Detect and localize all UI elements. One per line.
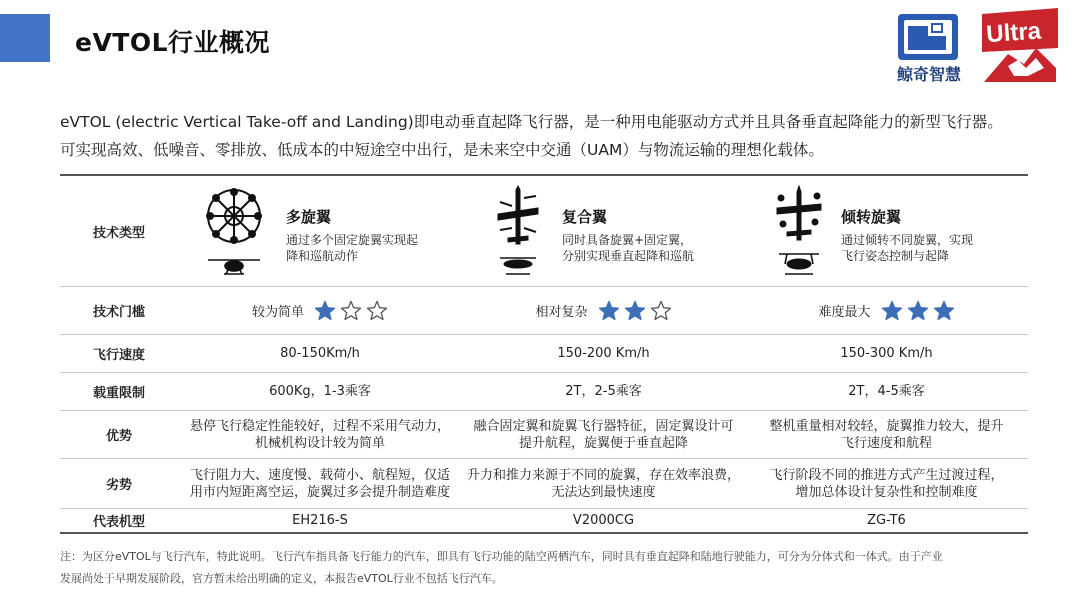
threshold-label: 难度最大 (818, 305, 871, 320)
intro-line-1: eVTOL (electric Vertical Take-off and Landing)即电动垂直起降飞行器，是一种用电能驱动方式并且具备垂直起降能力的新型飞行器。 (60, 113, 1003, 131)
threshold-cell (745, 287, 1028, 335)
table-row-model (60, 509, 1028, 533)
difficulty-stars (881, 300, 955, 322)
evtol-comparison-table (60, 174, 1028, 534)
intro-paragraph (60, 108, 1040, 164)
payload-cell: 600Kg，1-3乘客 (178, 373, 462, 411)
pros-line: 融合固定翼和旋翼飞行器特征，固定翼设计可 (473, 418, 734, 434)
threshold-label: 相对复杂 (535, 305, 588, 320)
star-filled-icon (881, 300, 903, 322)
table-row-payload (60, 373, 1028, 411)
payload-cell: 2T，2-5乘客 (462, 373, 745, 411)
speed-cell: 150-300 Km/h (745, 335, 1028, 373)
type-desc-line: 降和巡航动作 (286, 249, 359, 263)
type-desc-line: 通过多个固定旋翼实现起 (286, 233, 419, 247)
pros-cell (178, 411, 462, 459)
tilt-rotor-icon (775, 184, 823, 278)
ultra-logo-icon (978, 8, 1060, 86)
type-desc-tiltrotor (841, 232, 973, 264)
type-cell-compound (462, 175, 745, 287)
pros-cell (745, 411, 1028, 459)
star-filled-icon (598, 300, 620, 322)
type-desc-line: 通过倾转不同旋翼，实现 (841, 233, 974, 247)
cons-cell (745, 459, 1028, 509)
table-row-cons (60, 459, 1028, 509)
pros-line: 悬停飞行稳定性能较好，过程不采用气动力， (189, 418, 450, 434)
row-header-type: 技术类型 (60, 175, 178, 287)
cons-line: 增加总体设计复杂性和控制难度 (795, 484, 978, 500)
type-desc-line: 飞行姿态控制与起降 (841, 249, 950, 263)
threshold-label: 较为简单 (251, 305, 304, 320)
star-empty-icon (366, 300, 388, 322)
table-row-pros (60, 411, 1028, 459)
type-name-multirotor: 多旋翼 (286, 208, 332, 226)
cons-line: 升力和推力来源于不同的旋翼，存在效率浪费， (466, 467, 740, 483)
speed-cell: 80-150Km/h (178, 335, 462, 373)
model-cell: V2000CG (462, 509, 745, 533)
type-name-tiltrotor: 倾转旋翼 (841, 208, 902, 226)
type-desc-line: 分别实现垂直起降和巡航 (562, 249, 695, 263)
threshold-cell (178, 287, 462, 335)
difficulty-stars (598, 300, 672, 322)
cons-cell (178, 459, 462, 509)
threshold-cell (462, 287, 745, 335)
star-filled-icon (907, 300, 929, 322)
model-cell: ZG-T6 (745, 509, 1028, 533)
row-header-threshold: 技术门槛 (60, 287, 178, 335)
cons-cell (462, 459, 745, 509)
star-filled-icon (314, 300, 336, 322)
row-header-cons: 劣势 (60, 459, 178, 509)
whale-logo-name: 鲸奇智慧 (896, 65, 961, 84)
model-cell: EH216-S (178, 509, 462, 533)
row-header-payload: 载重限制 (60, 373, 178, 411)
star-filled-icon (933, 300, 955, 322)
intro-line-2: 可实现高效、低噪音、零排放、低成本的中短途空中出行，是未来空中交通（UAM）与物流运输的理想化载体。 (60, 141, 824, 159)
table-row-type (60, 175, 1028, 287)
type-desc-multirotor (286, 232, 418, 264)
type-cell-multirotor (178, 175, 462, 287)
pros-line: 提升航程，旋翼便于垂直起降 (518, 435, 688, 451)
type-desc-compound (562, 232, 694, 264)
table-row-threshold (60, 287, 1028, 335)
row-header-speed: 飞行速度 (60, 335, 178, 373)
cons-line: 无法达到最快速度 (551, 484, 656, 500)
footnote (60, 546, 1030, 590)
payload-cell: 2T，4-5乘客 (745, 373, 1028, 411)
row-header-model: 代表机型 (60, 509, 178, 533)
footnote-line-2: 发展尚处于早期发展阶段，官方暂未给出明确的定义，本报告eVTOL行业不包括飞行汽车。 (60, 572, 503, 585)
page-title: eVTOL行业概况 (75, 28, 271, 57)
type-cell-tiltrotor (745, 175, 1028, 287)
star-empty-icon (650, 300, 672, 322)
star-filled-icon (624, 300, 646, 322)
pros-line: 整机重量相对较轻，旋翼推力较大，提升 (769, 418, 1004, 434)
cons-line: 用市内短距离空运，旋翼过多会提升制造难度 (189, 484, 450, 500)
type-desc-line: 同时具备旋翼+固定翼， (562, 233, 693, 247)
pros-cell (462, 411, 745, 459)
table-row-speed (60, 335, 1028, 373)
row-header-pros: 优势 (60, 411, 178, 459)
multirotor-icon (206, 186, 262, 278)
pros-line: 飞行速度和航程 (840, 435, 932, 451)
cons-line: 飞行阻力大、速度慢、载荷小、航程短，仅适 (189, 467, 450, 483)
compound-wing-icon (496, 184, 540, 278)
title-accent-bar (0, 14, 50, 62)
difficulty-stars (314, 300, 388, 322)
star-empty-icon (340, 300, 362, 322)
cons-line: 飞行阶段不同的推进方式产生过渡过程， (769, 467, 1004, 483)
type-name-compound: 复合翼 (562, 208, 608, 226)
footnote-line-1: 注：为区分eVTOL与飞行汽车，特此说明。飞行汽车指具备飞行能力的汽车，即具有飞行功能的陆空两栖汽车，同时具有垂直起降和陆地行驶能力，可分为分体式和一体式。由于产业 (60, 550, 943, 563)
svg-text:Ultra: Ultra (985, 17, 1042, 49)
speed-cell: 150-200 Km/h (462, 335, 745, 373)
pros-line: 机械机构设计较为简单 (254, 435, 385, 451)
